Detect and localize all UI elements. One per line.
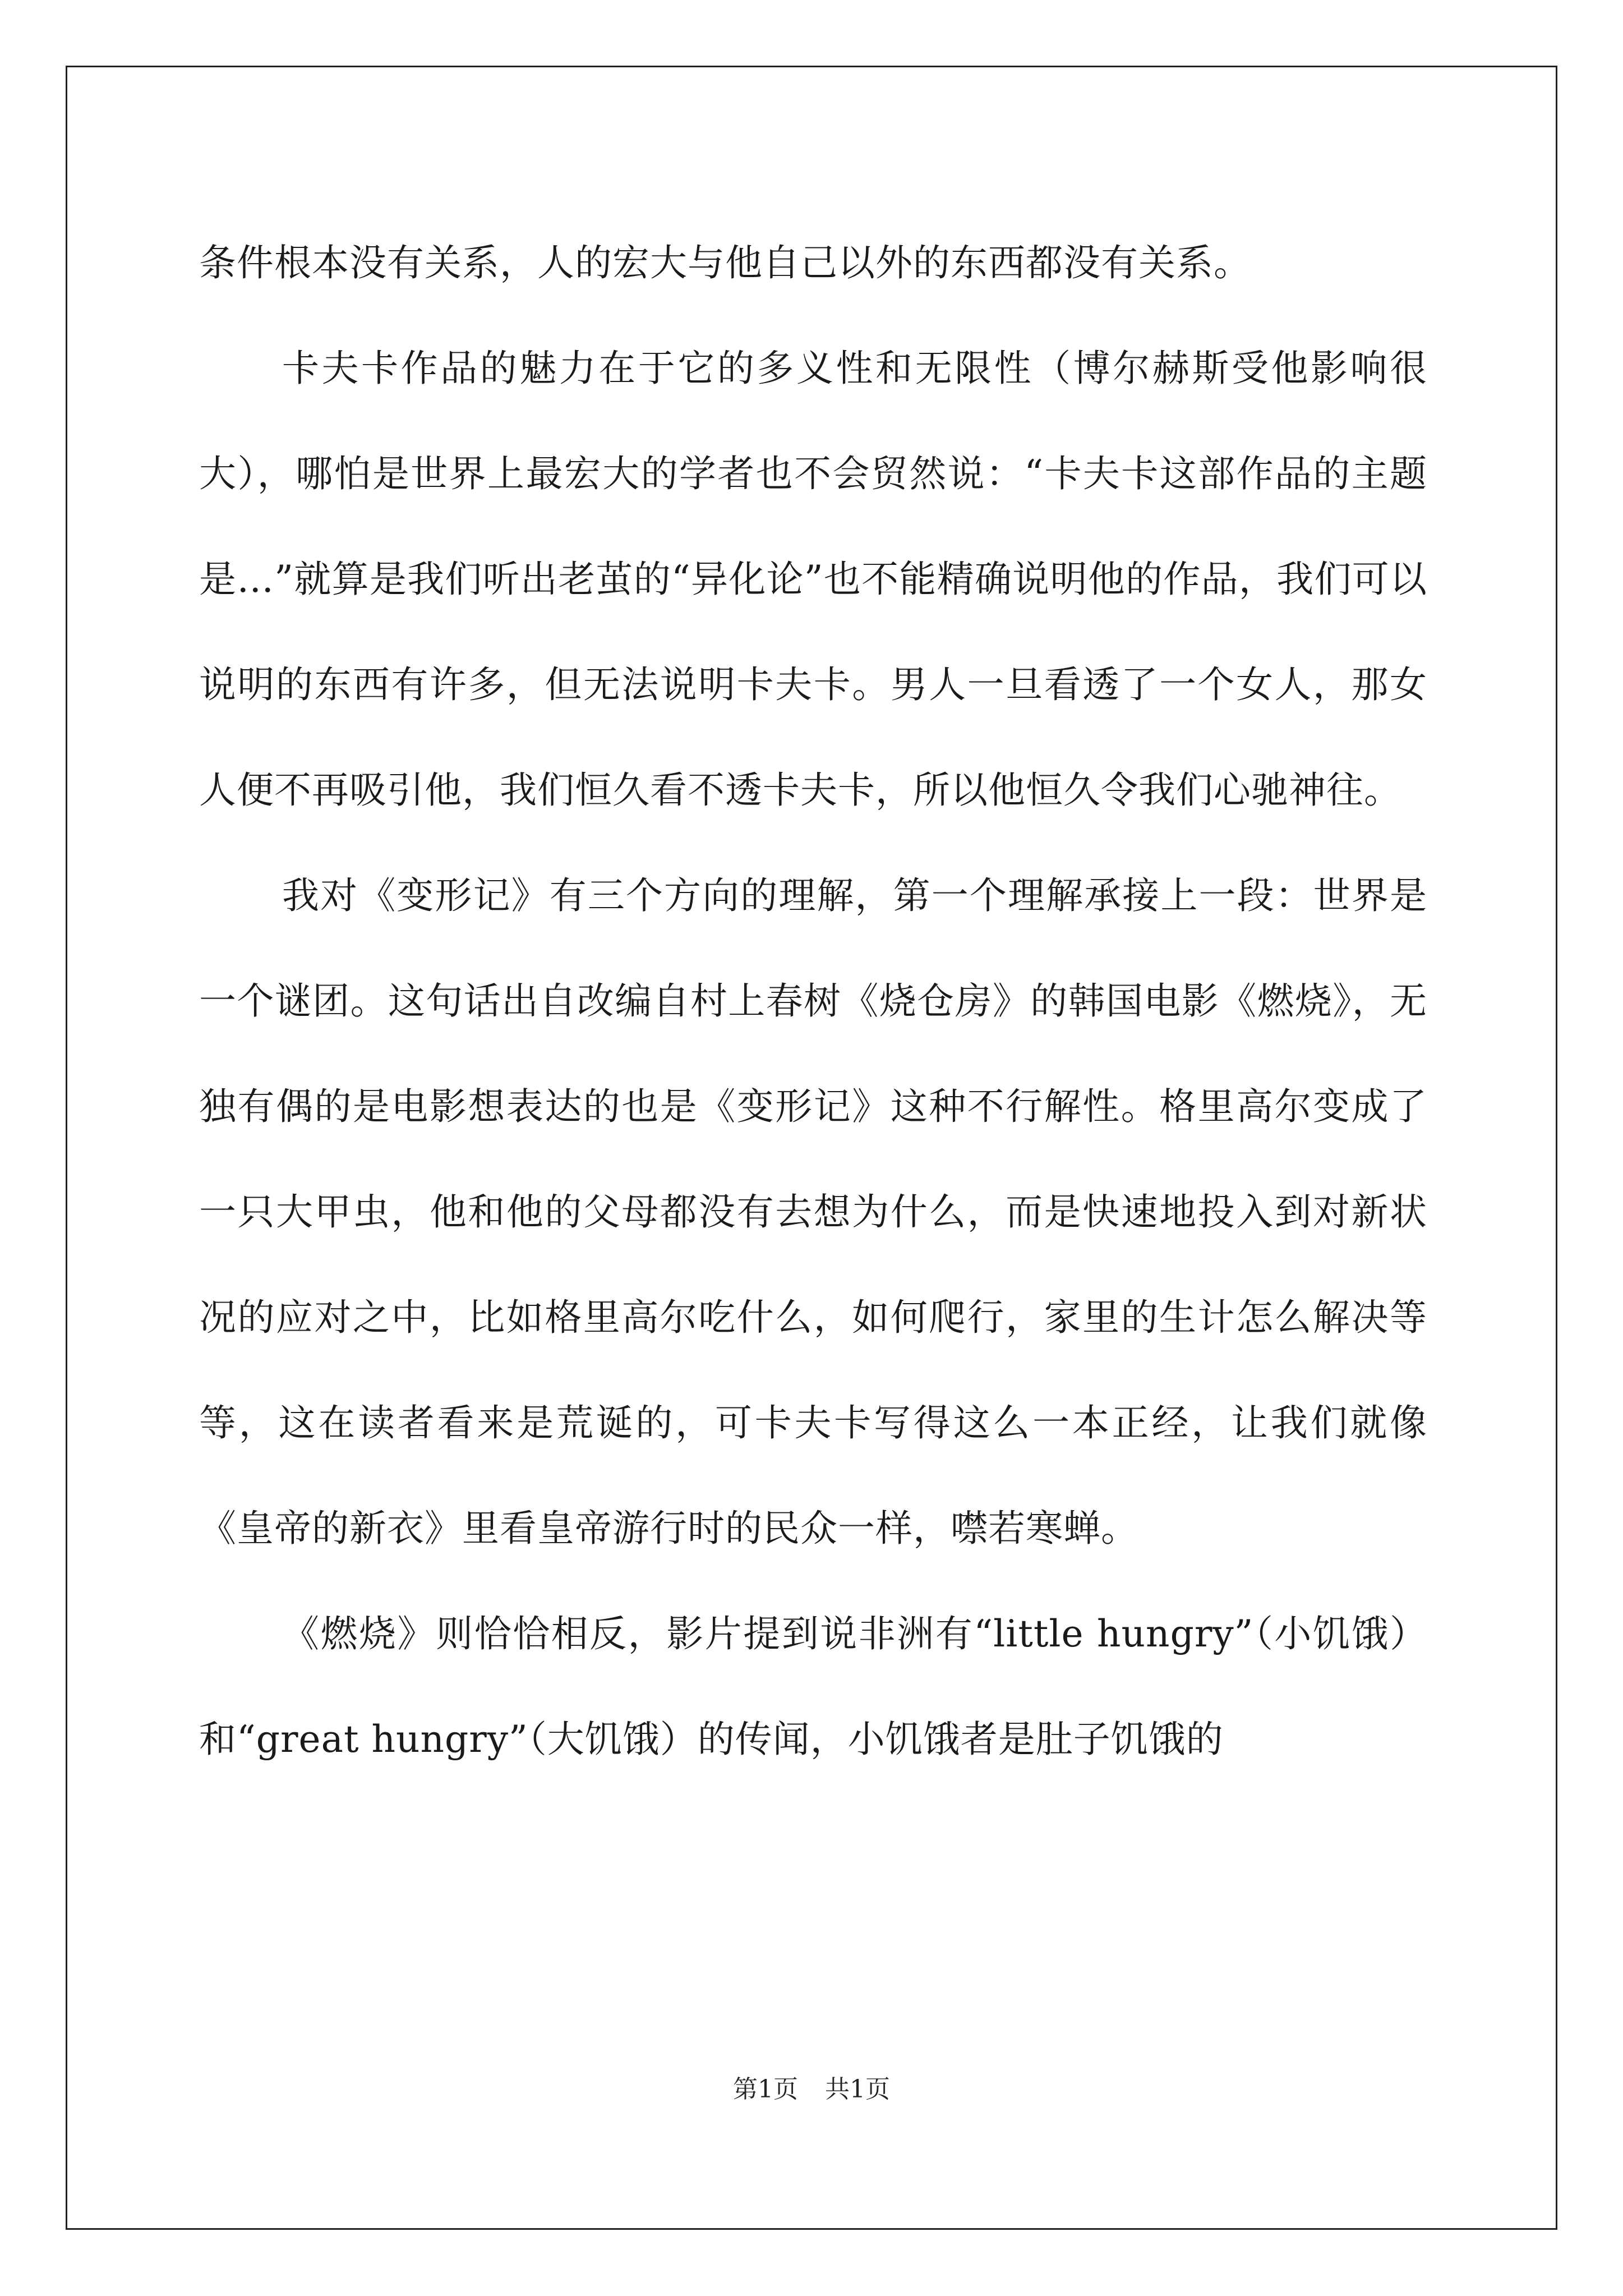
paragraph-2: 卡夫卡作品的魅力在于它的多义性和无限性（博尔赫斯受他影响很大），哪怕是世界上最宏大的学者也不会贸然说：“卡夫卡这部作品的主题是…”就算是我们听出老茧的“异化论”也不能精确说明他的作品，我们可以说明的东西有许多，但无法说明卡夫卡。男人一旦看透了一个女人，那女人便不再吸引他，我们恒久看不透卡夫卡，所以他恒久令我们心驰神往。 bbox=[199, 347, 1427, 812]
page-footer bbox=[0, 2073, 1623, 2106]
paragraph-1: 条件根本没有关系，人的宏大与他自己以外的东西都没有关系。 bbox=[199, 241, 1251, 284]
paragraph-3: 我对《变形记》有三个方向的理解，第一个理解承接上一段：世界是一个谜团。这句话出自改编自村上春树《烧仓房》的韩国电影《燃烧》，无独有偶的是电影想表达的也是《变形记》这种不行解性。格里高尔变成了一只大甲虫，他和他的父母都没有去想为什么，而是快速地投入到对新状况的应对之中，比如格里高尔吃什么，如何爬行，家里的生计怎么解决等等，这在读者看来是荒诞的，可卡夫卡写得这么一本正经，让我们就像《皇帝的新衣》里看皇帝游行时的民众一样，噤若寒蝉。 bbox=[199, 874, 1427, 1550]
page-number: 第1页 bbox=[733, 2075, 798, 2104]
document-body bbox=[199, 210, 1427, 1792]
paragraph-4: 《燃烧》则恰恰相反，影片提到说非洲有“little hungry”（小饥饿）和“great hungry”（大饥饿）的传闻，小饥饿者是肚子饥饿的 bbox=[199, 1612, 1427, 1761]
page-total: 共1页 bbox=[825, 2075, 890, 2104]
